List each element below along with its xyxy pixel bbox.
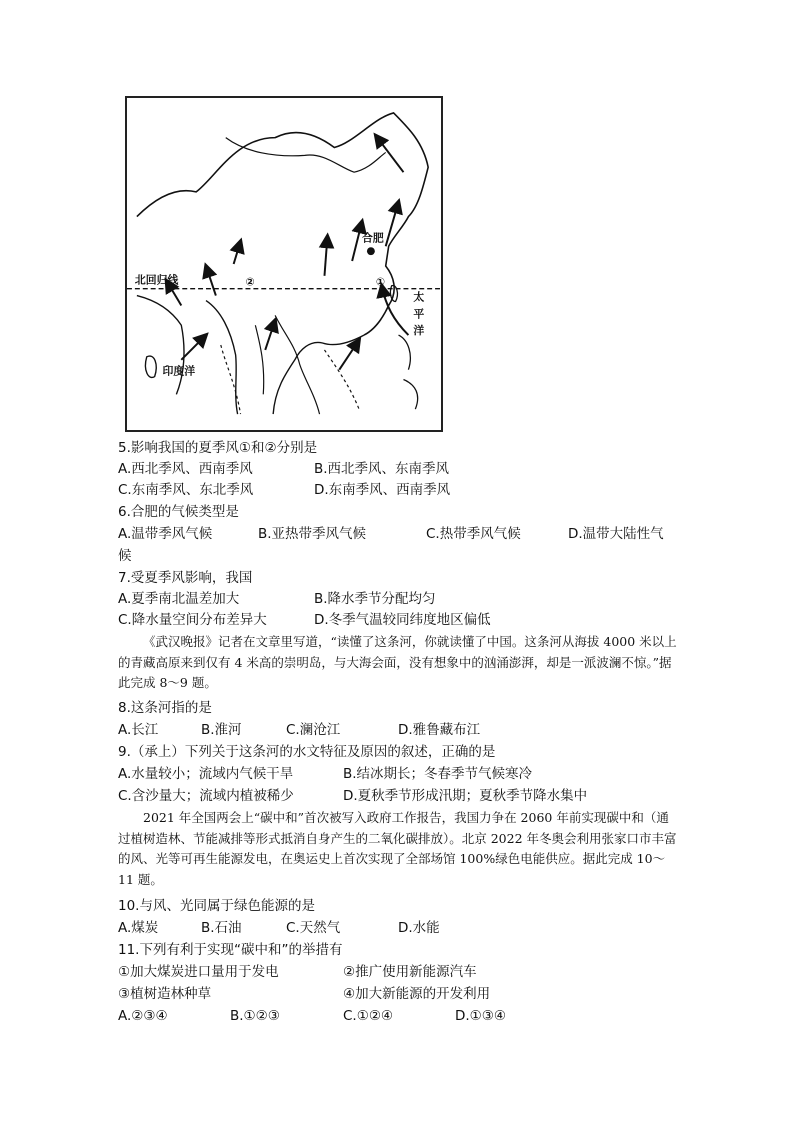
wind-arrow <box>376 136 404 173</box>
q10-option-a: A.煤炭 <box>118 920 159 936</box>
q11-statement-2: ②推广使用新能源汽车 <box>343 964 477 980</box>
passage-1: 《武汉晚报》记者在文章里写道，“读懂了这条河，你就读懂了中国。这条河从海拔 4000 米以上的青藏高原来到仅有 4 米高的崇明岛，与大海会面，没有想象中的汹涌澎湃，却是一派波澜不惊。”据此完成 8～9 题。 <box>118 634 677 690</box>
q11-statement-3: ③植树造林种草 <box>118 986 212 1002</box>
south-coast <box>273 335 364 414</box>
wind-arrow <box>206 266 216 296</box>
q10-option-b: B.石油 <box>201 920 242 936</box>
pacific-label-3: 洋 <box>413 324 425 338</box>
q10-option-c: C.天然气 <box>286 920 341 936</box>
pacific-label-2: 平 <box>413 307 425 321</box>
q6-option-c: C.热带季风气候 <box>426 526 521 542</box>
wind-arrow <box>234 241 241 264</box>
q8-option-a: A.长江 <box>118 722 159 738</box>
philippines <box>399 335 418 409</box>
marker-1: ① <box>375 275 386 289</box>
q5-stem: 5.影响我国的夏季风①和②分别是 <box>118 440 318 456</box>
q7-option-c: C.降水量空间分布差异大 <box>118 612 267 628</box>
wind-arrow <box>181 335 206 360</box>
marker-2: ② <box>245 275 255 289</box>
q11-stem: 11.下列有利于实现“碳中和”的举措有 <box>118 942 343 958</box>
q7-option-d: D.冬季气温较同纬度地区偏低 <box>314 612 491 628</box>
hefei-label: 合肥 <box>362 231 384 245</box>
wind-arrow <box>352 222 362 261</box>
q7-stem: 7.受夏季风影响，我国 <box>118 570 253 586</box>
q11-option-a: A.②③④ <box>118 1008 168 1024</box>
q11-option-d: D.①③④ <box>455 1008 506 1024</box>
q11-option-c: C.①②④ <box>343 1008 394 1024</box>
q9-option-d: D.夏秋季节形成汛期；夏秋季节降水集中 <box>343 788 588 804</box>
q5-option-a: A.西北季风、西南季风 <box>118 461 253 477</box>
q9-option-a: A.水量较小；流域内气候干旱 <box>118 766 294 782</box>
q6-stem: 6.合肥的气候类型是 <box>118 504 239 520</box>
q5-option-d: D.东南季风、西南季风 <box>314 482 451 498</box>
q6-option-b: B.亚热带季风气候 <box>258 526 367 542</box>
q9-option-c: C.含沙量大；流域内植被稀少 <box>118 788 294 804</box>
dashed-coast <box>221 345 359 414</box>
q5-option-c: C.东南季风、东北季风 <box>118 482 254 498</box>
q8-option-b: B.淮河 <box>201 722 242 738</box>
q5-option-b: B.西北季风、东南季风 <box>314 461 450 477</box>
monsoon-map <box>125 96 443 432</box>
passage-2: 2021 年全国两会上“碳中和”首次被写入政府工作报告，我国力争在 2060 年前实现碳中和（通过植树造林、节能减排等形式抵消自身产生的二氧化碳排放）。北京 2022 年冬奥会利用张家口市丰富的风、光等可再生能源发电，在奥运史上首次实现了全部场馆 100%绿色电能供应。据此完成 10～11 题。 <box>118 810 677 887</box>
wind-arrow <box>324 236 327 275</box>
q8-option-d: D.雅鲁藏布江 <box>398 722 481 738</box>
wind-arrow <box>339 340 359 370</box>
sri-lanka <box>145 356 156 377</box>
map-svg <box>127 98 441 430</box>
hefei-dot <box>367 247 375 255</box>
q10-stem: 10.与风、光同属于绿色能源的是 <box>118 898 315 914</box>
q10-option-d: D.水能 <box>398 920 440 936</box>
indochina <box>255 315 319 414</box>
q6-option-d: D.温带大陆性气 <box>568 526 664 542</box>
pacific-label-1: 太 <box>413 290 425 304</box>
q11-statement-1: ①加大煤炭进口量用于发电 <box>118 964 279 980</box>
q11-statement-4: ④加大新能源的开发利用 <box>343 986 491 1002</box>
q9-stem: 9.（承上）下列关于这条河的水文特征及原因的叙述，正确的是 <box>118 744 496 760</box>
tropic-label: 北回归线 <box>134 273 179 287</box>
q8-stem: 8.这条河指的是 <box>118 700 212 716</box>
q7-option-a: A.夏季南北温差加大 <box>118 591 240 607</box>
q7-option-b: B.降水季节分配均匀 <box>314 591 436 607</box>
q11-option-b: B.①②③ <box>230 1008 280 1024</box>
wind-arrow <box>265 320 275 350</box>
q6-option-d-cont: 候 <box>118 548 132 564</box>
q6-option-a: A.温带季风气候 <box>118 526 213 542</box>
indian-ocean-label: 印度洋 <box>162 364 196 378</box>
q8-option-c: C.澜沧江 <box>286 722 341 738</box>
q9-option-b: B.结冰期长；冬春季节气候寒冷 <box>343 766 533 782</box>
